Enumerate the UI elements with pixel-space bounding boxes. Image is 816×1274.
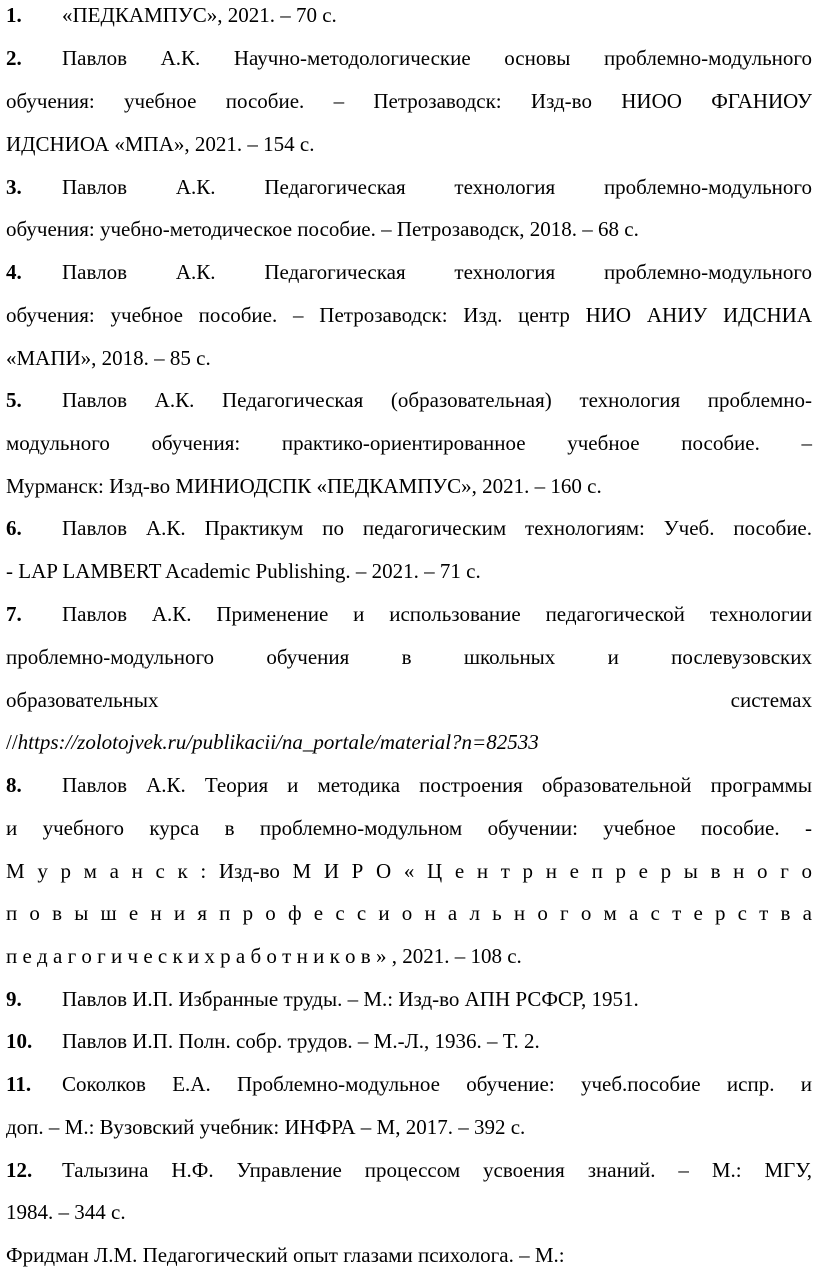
reference-number: 7. — [6, 602, 22, 626]
reference-text: Павлов А.К. Педагогическая технология проблемно-модульного — [62, 175, 812, 199]
reference-number: 1. — [6, 3, 22, 27]
reference-item — [6, 1071, 812, 1097]
reference-number: 11. — [6, 1072, 32, 1096]
reference-text-line: п о в ы ш е н и я п р о ф е с с и о н а л ь н о г о м а с т е р с т в а — [6, 901, 812, 925]
reference-url-line — [6, 729, 812, 755]
reference-text-line: модульного обучения: практико-ориентированное учебное пособие. – — [6, 431, 812, 455]
reference-text-line: М у р м а н с к : Изд-во М И Р О « Ц е н т р н е п р е р ы в н о г о — [6, 859, 812, 883]
reference-text-line: Мурманск: Изд-во МИНИОДСПК «ПЕДКАМПУС», 2021. – 160 с. — [6, 474, 602, 498]
reference-text-line: обучения: учебно-методическое пособие. – Петрозаводск, 2018. – 68 с. — [6, 217, 639, 241]
reference-number: 10. — [6, 1029, 33, 1053]
reference-text: Павлов А.К. Теория и методика построения образовательной программы — [62, 773, 812, 797]
url-prefix: // — [6, 730, 18, 754]
reference-item — [6, 2, 812, 28]
reference-text: Соколков Е.А. Проблемно-модульное обучение: учеб.пособие испр. и — [62, 1072, 812, 1096]
reference-text: Фридман Л.М. Педагогический опыт глазами психолога. – М.: — [6, 1243, 565, 1267]
reference-number: 2. — [6, 46, 22, 70]
reference-number: 9. — [6, 987, 22, 1011]
reference-text: Павлов А.К. Применение и использование педагогической технологии — [62, 602, 812, 626]
reference-text-line: 1984. – 344 с. — [6, 1200, 126, 1224]
reference-item — [6, 259, 812, 285]
reference-item — [6, 772, 812, 798]
reference-number: 8. — [6, 773, 22, 797]
reference-text-line: п е д а г о г и ч е с к и х р а б о т н и к о в » , 2021. – 108 с. — [6, 944, 522, 968]
reference-text: Павлов А.К. Педагогическая технология проблемно-модульного — [62, 260, 812, 284]
reference-number: 4. — [6, 260, 22, 284]
reference-text-line: ИДСНИОА «МПА», 2021. – 154 с. — [6, 132, 315, 156]
reference-item — [6, 601, 812, 627]
reference-text-line: «МАПИ», 2018. – 85 с. — [6, 346, 211, 370]
reference-text: Павлов И.П. Полн. собр. трудов. – М.-Л., 1936. – Т. 2. — [62, 1029, 540, 1053]
reference-text: Талызина Н.Ф. Управление процессом усвоения знаний. – М.: МГУ, — [62, 1158, 812, 1182]
reference-item — [6, 1157, 812, 1183]
reference-item — [6, 174, 812, 200]
reference-text-line: обучения: учебное пособие. – Петрозаводск: Изд-во НИОО ФГАНИОУ — [6, 89, 812, 113]
reference-text-line: проблемно-модульного обучения в школьных и послевузовских — [6, 645, 812, 669]
reference-url-link[interactable]: https://zolotojvek.ru/publikacii/na_portale/material?n=82533 — [17, 730, 539, 754]
reference-text: Павлов А.К. Практикум по педагогическим технологиям: Учеб. пособие. — [62, 516, 812, 540]
reference-text-line: доп. – М.: Вузовский учебник: ИНФРА – М, 2017. – 392 с. — [6, 1115, 526, 1139]
reference-text: «ПЕДКАМПУС», 2021. – 70 с. — [62, 3, 337, 27]
reference-item — [6, 986, 812, 1012]
reference-item — [6, 1028, 812, 1054]
reference-item — [6, 45, 812, 71]
reference-text-line: и учебного курса в проблемно-модульном обучении: учебное пособие. - — [6, 816, 812, 840]
reference-item — [6, 387, 812, 413]
reference-number: 5. — [6, 388, 22, 412]
reference-text-line: образовательных системах — [6, 688, 812, 712]
reference-number: 12. — [6, 1158, 33, 1182]
reference-number: 3. — [6, 175, 22, 199]
reference-text: Павлов А.К. Научно-методологические основы проблемно-модульного — [62, 46, 812, 70]
reference-text: Павлов И.П. Избранные труды. – М.: Изд-во АПН РСФСР, 1951. — [62, 987, 639, 1011]
reference-item — [6, 1242, 812, 1268]
reference-text: Павлов А.К. Педагогическая (образовательная) технология проблемно- — [62, 388, 812, 412]
reference-number: 6. — [6, 516, 22, 540]
reference-text-line: - LAP LAMBERT Academic Publishing. – 2021. – 71 с. — [6, 559, 481, 583]
reference-item — [6, 515, 812, 541]
reference-text-line: обучения: учебное пособие. – Петрозаводск: Изд. центр НИО АНИУ ИДСНИА — [6, 303, 812, 327]
